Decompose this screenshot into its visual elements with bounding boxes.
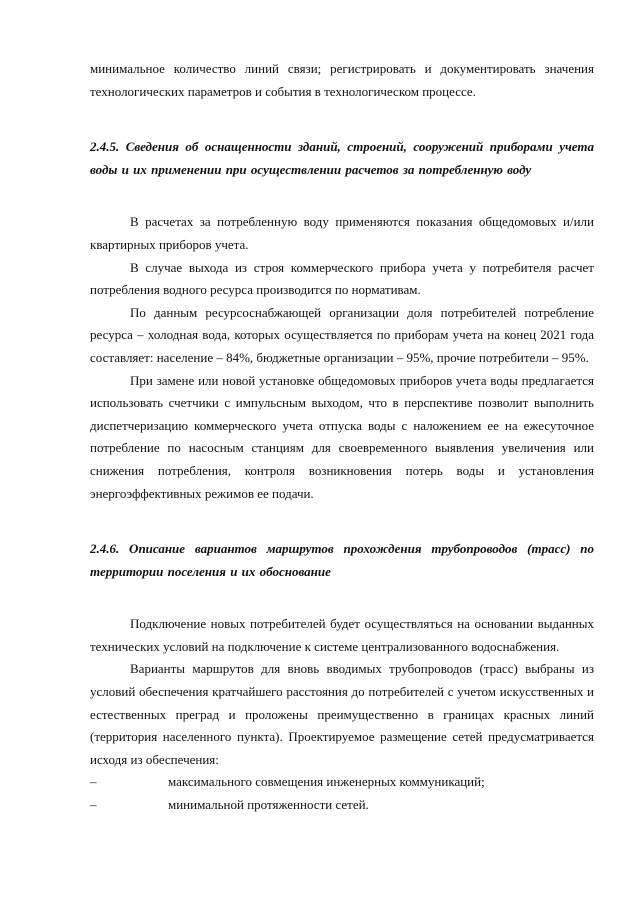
section-2-4-5-paragraph-2: В случае выхода из строя коммерческого прибора учета у потребителя расчет потребления водного ресурса производится по нормативам. [90, 259, 594, 298]
list-item [90, 771, 594, 794]
list-dash-marker: – [90, 774, 97, 790]
section-2-4-5-paragraph-3: По данным ресурсоснабжающей организации доля потребителей потребление ресурса – холодная вода, которых осуществляется по приборам учета на конец 2021 года составляет: население – 84%, бюджетные организации – 95%, прочие потребители – 95%. [90, 304, 594, 365]
section-2-4-5-paragraph-4: При замене или новой установке общедомовых приборов учета воды предлагается использовать счетчики с импульсным выходом, что в перспективе позволит выполнить диспетчеризацию коммерческого учета отпуска воды с наложением ее на ежесуточное потребление по насосным станциям для своевременного выявления увеличения или снижения потребления, контроля возникновения потерь воды и установления энергоэффективных режимов ее подачи. [90, 372, 594, 501]
spacer [90, 181, 594, 211]
list-item-text: минимальной протяженности сетей. [168, 797, 369, 813]
spacer [90, 103, 594, 136]
list-item-text: максимального совмещения инженерных коммуникаций; [168, 774, 485, 790]
section-2-4-6-paragraph-1: Подключение новых потребителей будет осуществляться на основании выданных технических условий на подключение к системе централизованного водоснабжения. [90, 616, 594, 654]
document-page [90, 58, 594, 817]
section-2-4-5-heading: 2.4.5. Сведения об оснащенности зданий, строений, сооружений приборами учета воды и их применении при осуществлении расчетов за потребленную воду [90, 139, 594, 177]
spacer [90, 583, 594, 613]
list-dash-marker: – [90, 797, 97, 813]
section-2-4-6-paragraph-2: Варианты маршрутов для вновь вводимых трубопроводов (трасс) выбраны из условий обеспечения кратчайшего расстояния до потребителей с учетом искусственных и естественных преград и проложены преимущественно в границах красных линий (территория населенного пункта). Проектируемое размещение сетей предусматривается исходя из обеспечения: [90, 661, 594, 767]
list-item [90, 794, 594, 817]
intro-paragraph: минимальное количество линий связи; регистрировать и документировать значения технологических параметров и события в технологическом процессе. [90, 61, 594, 99]
spacer [90, 505, 594, 538]
section-2-4-5-paragraph-1: В расчетах за потребленную воду применяются показания общедомовых и/или квартирных приборов учета. [90, 214, 594, 252]
section-2-4-6-heading: 2.4.6. Описание вариантов маршрутов прохождения трубопроводов (трасс) по территории поселения и их обоснование [90, 541, 594, 579]
